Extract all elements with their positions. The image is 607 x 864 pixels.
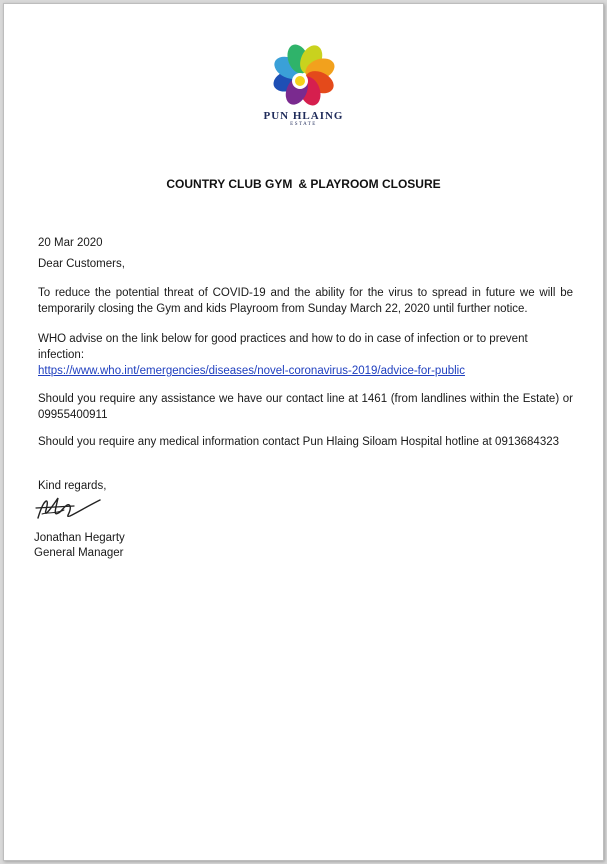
letter-title (4, 177, 603, 191)
signatory-role: General Manager (34, 547, 124, 559)
letter-date: 20 Mar 2020 (38, 237, 103, 249)
paragraph-who-advice: WHO advise on the link below for good practices and how to do in case of infection or to prevent infection: (38, 333, 528, 361)
signatory-name: Jonathan Hegarty (34, 532, 125, 544)
logo-brand-text: PUN HLAING (263, 110, 344, 122)
logo-center (295, 76, 305, 86)
signatory-block (34, 531, 125, 561)
letter-greeting: Dear Customers, (38, 258, 125, 270)
signature (34, 492, 114, 526)
letter-page (3, 3, 604, 861)
letter-body (38, 235, 573, 494)
flower-logo-icon (271, 42, 337, 108)
paragraph-closure: To reduce the potential threat of COVID-19 and the ability for the virus to spread in future we will be temporarily closing the Gym and kids Playroom from Sunday March 22, 2020 until further notice. (38, 287, 573, 315)
letter-closing: Kind regards, (38, 480, 107, 492)
title-part-2: & PLAYROOM CLOSURE (298, 177, 441, 191)
logo-subtitle: ESTATE (290, 122, 317, 127)
title-part-1: COUNTRY CLUB GYM (166, 177, 293, 191)
who-advice-link[interactable]: https://www.who.int/emergencies/diseases/novel-coronavirus-2019/advice-for-public (38, 365, 465, 377)
paragraph-medical: Should you require any medical information contact Pun Hlaing Siloam Hospital hotline at 0913684323 (38, 436, 560, 448)
paragraph-contact: Should you require any assistance we have our contact line at 1461 (from landlines within the Estate) or 09955400911 (38, 393, 573, 421)
company-logo (4, 42, 603, 127)
